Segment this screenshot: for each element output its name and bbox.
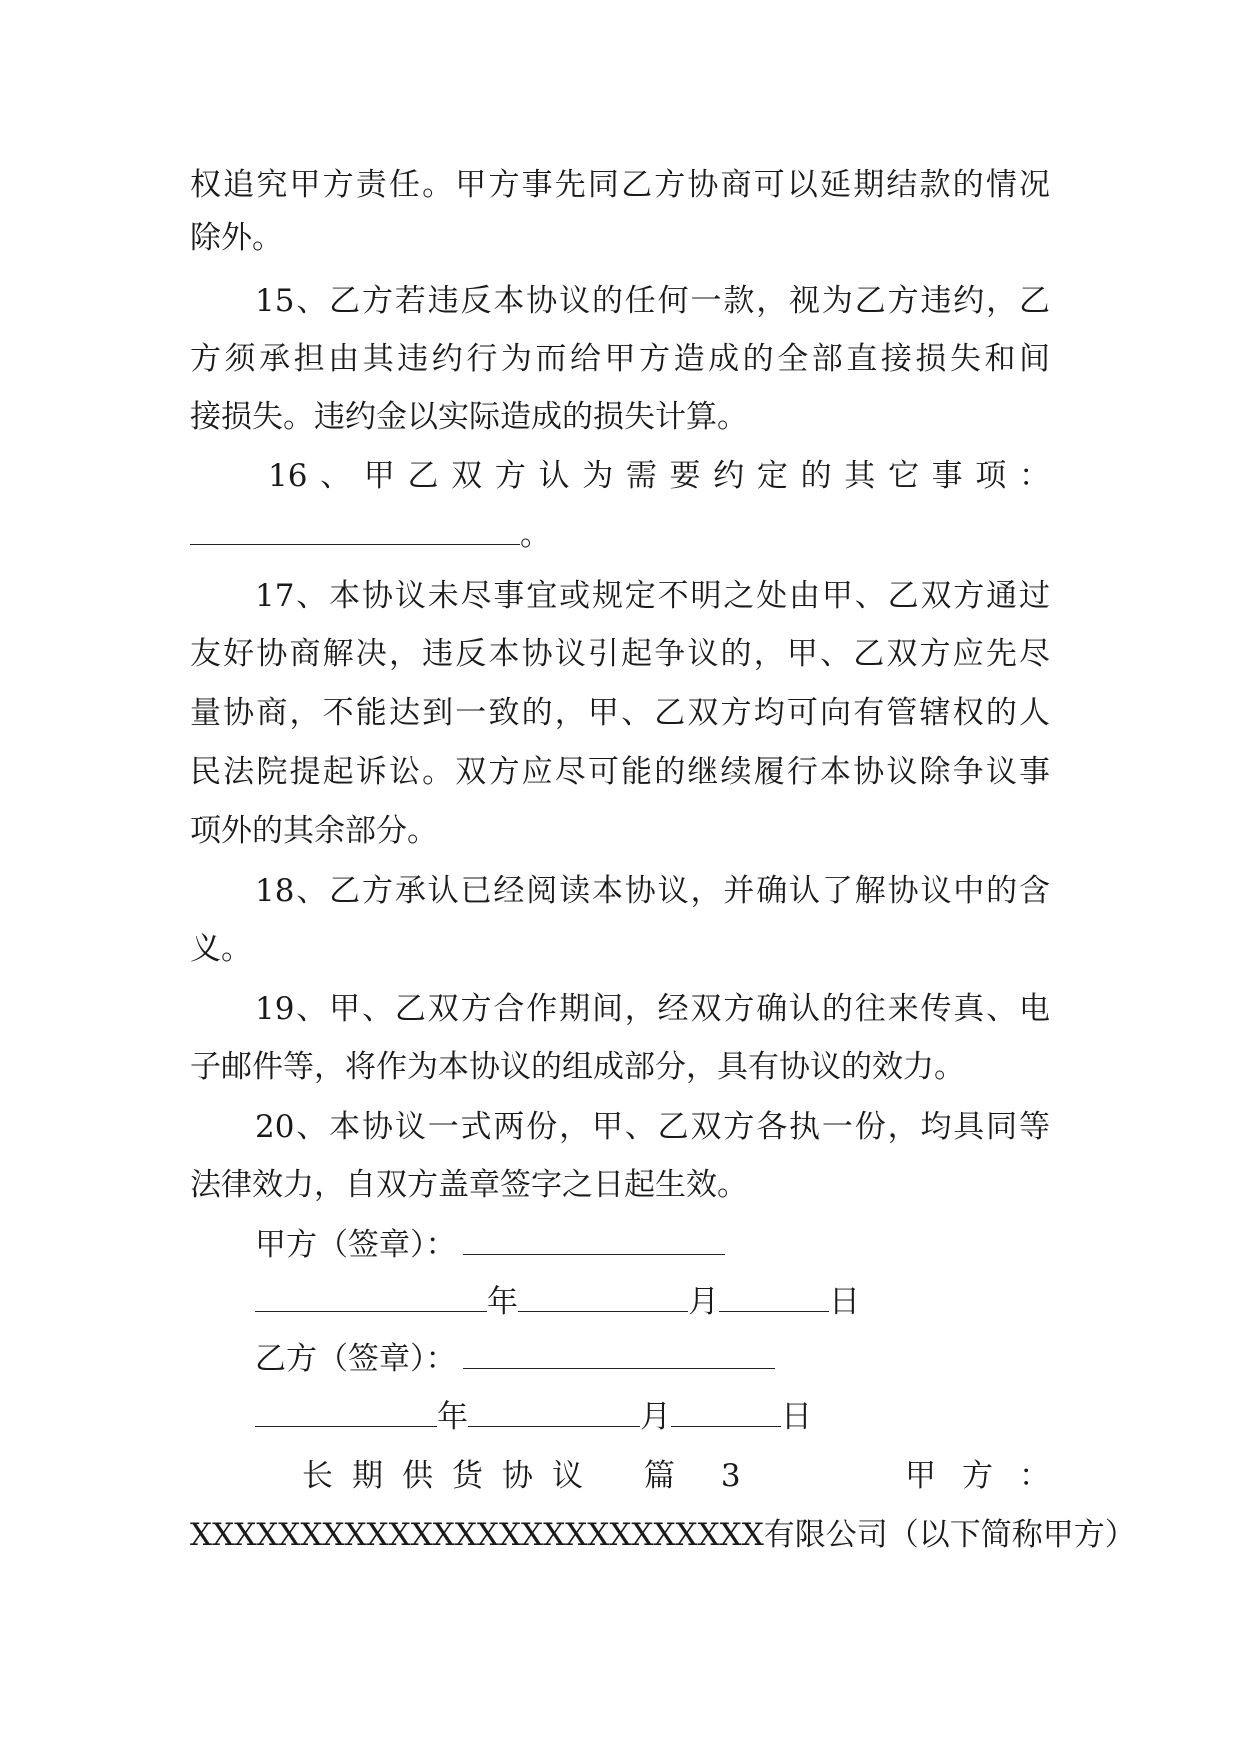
clause-17-line: 17、本协议未尽事宜或规定不明之处由甲、乙双方通过: [255, 578, 1050, 614]
paragraph-14-line: 权追究甲方责任。甲方事先同乙方协商可以延期结款的情况: [190, 167, 1050, 203]
clause-19-line: 子邮件等，将作为本协议的组成部分，具有协议的效力。: [190, 1049, 965, 1085]
company-name-line: XXXXXXXXXXXXXXXXXXXXXXXXXX有限公司（以下简称甲方）: [190, 1517, 1136, 1553]
clause-16-end: 。: [520, 517, 551, 553]
clause-15-line: 接损失。违约金以实际造成的损失计算。: [190, 399, 748, 435]
next-agreement-heading-row: [302, 1456, 1076, 1496]
month-label: 月: [640, 1399, 671, 1435]
clause-17-line: 友好协商解决，违反本协议引起争议的，甲、乙双方应先尽: [190, 636, 1050, 672]
fill-in-blank: [190, 514, 520, 545]
paragraph-14-line: 除外。: [190, 220, 283, 256]
day-blank: [719, 1281, 829, 1312]
clause-18-line: 义。: [190, 931, 252, 967]
party-a-label: 甲方：: [905, 1458, 1076, 1494]
party-b-signature-label: 乙方（签章）：: [255, 1341, 457, 1377]
year-label: 年: [487, 1284, 518, 1320]
party-a-signature-blank: [463, 1224, 725, 1255]
clause-17-line: 民法院提起诉讼。双方应尽可能的继续履行本协议除争议事: [190, 754, 1050, 790]
month-label: 月: [688, 1284, 719, 1320]
party-a-signature-label: 甲方（签章）：: [255, 1227, 457, 1263]
party-b-date-row: [255, 1396, 1050, 1436]
party-b-signature-blank: [463, 1338, 775, 1369]
party-b-signature-row: [255, 1338, 1050, 1378]
month-blank: [518, 1281, 688, 1312]
year-blank: [255, 1396, 437, 1427]
year-blank: [255, 1281, 487, 1312]
clause-16-blank-line: [190, 514, 1050, 554]
clause-20-line: 20、本协议一式两份，甲、乙双方各执一份，均具同等: [255, 1109, 1050, 1145]
day-label: 日: [781, 1399, 812, 1435]
month-blank: [468, 1396, 640, 1427]
day-label: 日: [829, 1284, 860, 1320]
day-blank: [671, 1396, 781, 1427]
clause-20-line: 法律效力，自双方盖章签字之日起生效。: [190, 1167, 748, 1203]
year-label: 年: [437, 1399, 468, 1435]
next-agreement-title: 长期供货协议: [302, 1458, 602, 1494]
clause-16-line: 16、甲乙双方认为需要约定的其它事项：: [268, 458, 1050, 494]
clause-18-line: 18、乙方承认已经阅读本协议，并确认了解协议中的含: [255, 873, 1050, 909]
clause-17-line: 项外的其余部分。: [190, 813, 438, 849]
clause-17-line: 量协商，不能达到一致的，甲、乙双方均可向有管辖权的人: [190, 695, 1050, 731]
clause-15-line: 方须承担由其违约行为而给甲方造成的全部直接损失和间: [190, 341, 1050, 377]
party-a-signature-row: [255, 1224, 1050, 1264]
clause-15-line: 15、乙方若违反本协议的任何一款，视为乙方违约，乙: [255, 283, 1050, 319]
section-label: 篇 3: [644, 1458, 759, 1494]
clause-19-line: 19、甲、乙双方合作期间，经双方确认的往来传真、电: [255, 991, 1050, 1027]
party-a-date-row: [255, 1281, 1050, 1321]
